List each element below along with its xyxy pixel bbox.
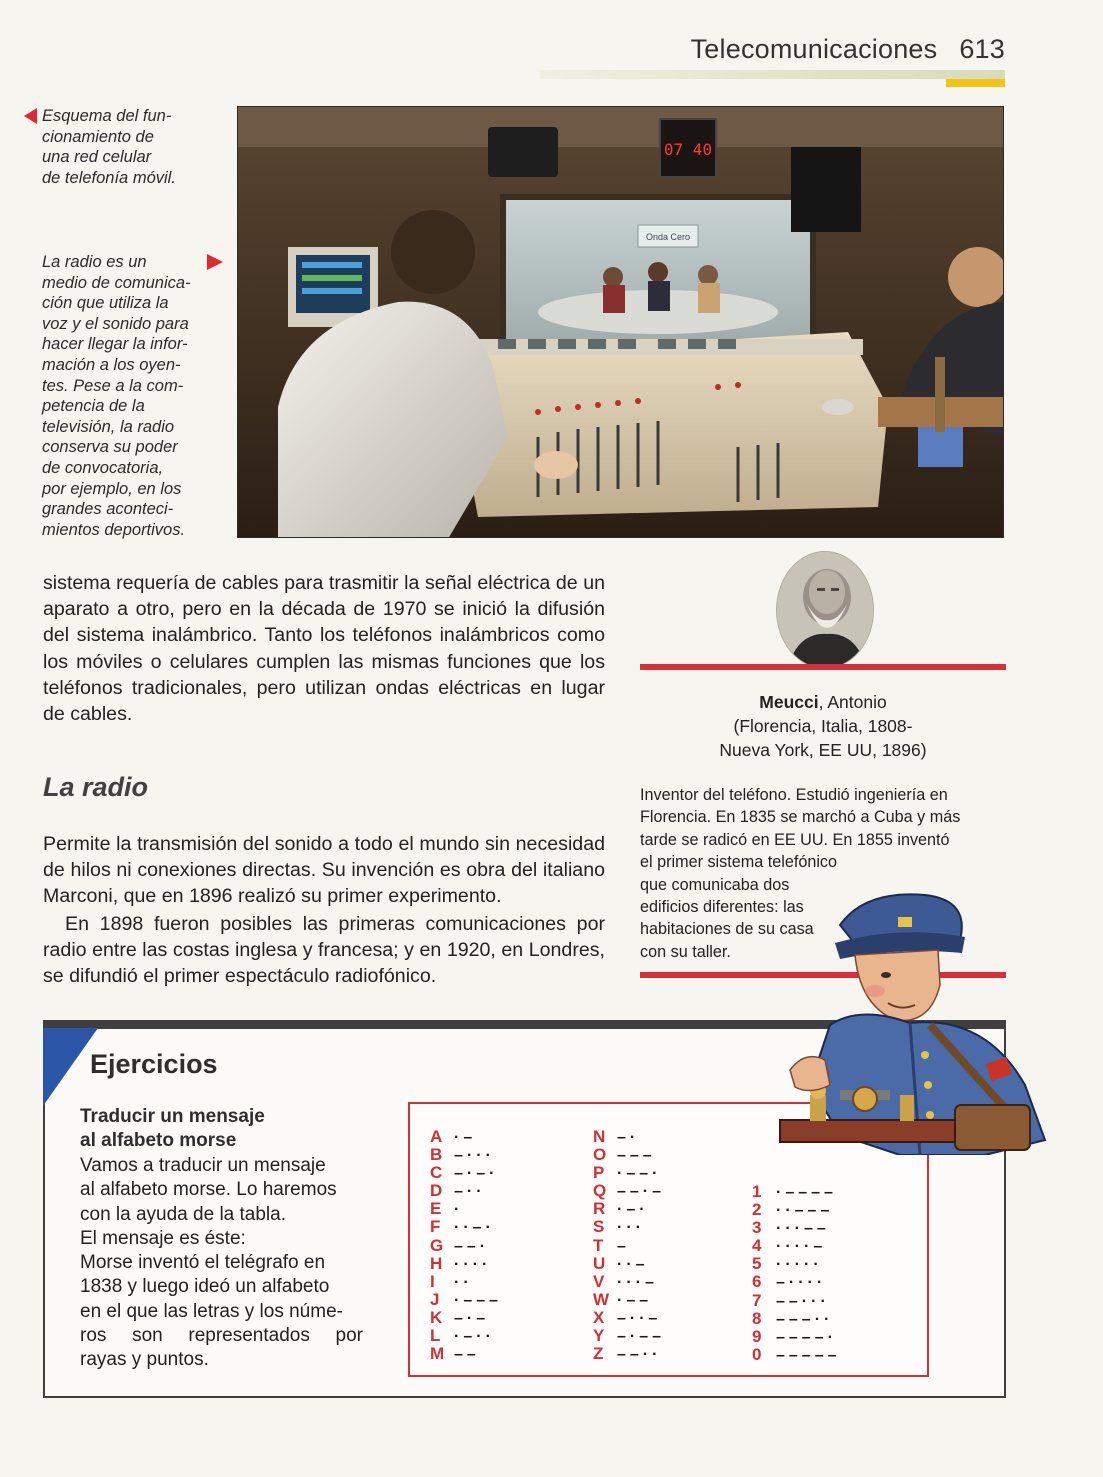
bio-line: edificios diferentes: las: [640, 898, 804, 917]
caption-pointer-right-icon: [207, 254, 223, 270]
morse-row: [752, 1273, 841, 1291]
morse-char: T: [593, 1235, 604, 1255]
morse-code: ·––·: [617, 1165, 662, 1183]
meucci-portrait: [776, 551, 874, 669]
morse-row: [593, 1128, 665, 1146]
morse-char: K: [430, 1307, 443, 1327]
morse-code: –····: [776, 1274, 827, 1292]
morse-char: 9: [752, 1326, 762, 1346]
morse-code: ···: [617, 1219, 645, 1237]
morse-char: Z: [593, 1344, 604, 1364]
morse-row: [752, 1255, 841, 1273]
bio-heading: [640, 690, 1006, 762]
morse-code: ···––: [776, 1220, 830, 1238]
caption-line: ción que utiliza la: [42, 294, 169, 313]
caption-line: conserva su poder: [42, 438, 178, 457]
morse-char: W: [593, 1289, 610, 1309]
morse-char: O: [593, 1145, 607, 1165]
morse-char: R: [593, 1199, 606, 1219]
morse-code: ·––––: [776, 1184, 837, 1201]
body-paragraph: sistema requería de cables para trasmitir la señal eléctrica de un aparato a otro, pero en la década de 1970 se inició la difusión del sistema inalámbrico. Tanto los teléfonos inalámbricos como los móviles o celulares cumplen las mismas funciones que los teléfonos tradicionales, pero utilizan ondas eléctricas en lugar de cables.: [43, 572, 605, 726]
caption-line: cionamiento de: [42, 127, 154, 146]
telegrapher-illustration: [770, 855, 1060, 1155]
morse-column-a-m: [430, 1128, 502, 1363]
morse-char: Q: [593, 1181, 607, 1201]
bio-line: que comunicaba dos: [640, 875, 790, 894]
morse-code: ––: [454, 1346, 480, 1364]
exercise-line: al alfabeto morse. Lo haremos: [80, 1179, 337, 1201]
morse-row: [752, 1292, 841, 1310]
caption-line: de convocatoria,: [42, 458, 164, 477]
morse-char: L: [430, 1326, 441, 1346]
caption-line: mientos deportivos.: [42, 520, 186, 539]
morse-char: 5: [752, 1254, 762, 1274]
morse-char: 1: [752, 1182, 762, 1201]
header-rule: [540, 70, 1005, 79]
bio-dates-line: (Florencia, Italia, 1808-: [733, 716, 913, 736]
morse-char: D: [430, 1181, 443, 1201]
morse-row: [593, 1146, 665, 1164]
morse-row: [752, 1310, 841, 1328]
morse-char: H: [430, 1253, 443, 1273]
exercise-text: [80, 1154, 363, 1373]
caption-line: Esquema del fun-: [42, 107, 172, 125]
morse-row: [430, 1309, 502, 1327]
morse-code: –···: [454, 1147, 495, 1165]
morse-column-digits: [752, 1183, 841, 1364]
bio-given-name: , Antonio: [818, 692, 887, 712]
morse-code: ––·–: [617, 1183, 666, 1201]
morse-code: –: [617, 1237, 630, 1255]
morse-row: [593, 1273, 665, 1291]
morse-char: 8: [752, 1308, 762, 1328]
morse-row: [430, 1128, 502, 1146]
morse-char: I: [430, 1271, 435, 1291]
bio-line: tarde se radicó en EE UU. En 1855 inventó: [640, 830, 950, 849]
exercise-line: 1838 y luego ideó un alfabeto: [80, 1276, 330, 1298]
running-head: [640, 34, 1005, 65]
morse-code: ·–·: [617, 1201, 649, 1219]
caption-network: [42, 106, 202, 188]
exercise-subtitle: [80, 1105, 370, 1153]
body-paragraph: En 1898 fueron posibles las primeras comunicaciones por radio entre las costas inglesa y francesa; y en 1920, en Londres, se difundió el primer espectáculo radiofónico.: [43, 913, 605, 988]
section-title: La radio: [43, 772, 149, 802]
caption-line: una red celular: [42, 148, 152, 167]
caption-line: de telefonía móvil.: [42, 168, 176, 187]
morse-char: C: [430, 1163, 443, 1183]
morse-row: [593, 1327, 665, 1345]
morse-char: 7: [752, 1290, 762, 1310]
morse-row: [430, 1164, 502, 1182]
bio-line: el primer sistema telefónico: [640, 853, 838, 872]
morse-row: [593, 1164, 665, 1182]
morse-row: [752, 1183, 841, 1201]
exercises-title: Ejercicios: [90, 1049, 218, 1079]
caption-line: por ejemplo, en los: [42, 479, 182, 498]
bio-line: con su taller.: [640, 942, 731, 961]
morse-row: [752, 1201, 841, 1219]
morse-row: [593, 1200, 665, 1218]
morse-row: [752, 1346, 841, 1364]
bio-line: Inventor del teléfono. Estudió ingeniería en: [640, 786, 948, 804]
morse-code: –·––: [617, 1328, 666, 1346]
morse-row: [430, 1218, 502, 1236]
morse-row: [593, 1345, 665, 1363]
morse-code: ·––: [617, 1291, 653, 1309]
morse-code: ··: [454, 1273, 473, 1291]
caption-line: hacer llegar la infor-: [42, 335, 188, 354]
morse-char: F: [430, 1217, 441, 1237]
morse-row: [430, 1255, 502, 1273]
subtitle-line: al alfabeto morse: [80, 1130, 237, 1151]
morse-code: –––: [617, 1147, 656, 1165]
morse-char: V: [593, 1271, 605, 1291]
morse-char: P: [593, 1163, 605, 1183]
exercise-line: ros son representados por: [80, 1325, 363, 1347]
exercise-line: en el que las letras y los núme-: [80, 1300, 343, 1322]
morse-char: J: [430, 1289, 440, 1309]
exercise-line: rayas y puntos.: [80, 1349, 209, 1371]
caption-line: mación a los oyen-: [42, 355, 181, 374]
morse-code: ·: [454, 1201, 464, 1219]
morse-row: [593, 1255, 665, 1273]
morse-code: –·: [617, 1129, 640, 1146]
morse-code: –·–·: [454, 1165, 499, 1183]
morse-code: ––·: [454, 1237, 490, 1255]
caption-line: tes. Pese a la com-: [42, 376, 184, 395]
morse-char: A: [430, 1127, 443, 1146]
morse-char: N: [593, 1127, 606, 1146]
studio-clock-display: 07 40: [663, 140, 713, 159]
section-name: Telecomunicaciones: [690, 34, 938, 64]
morse-row: [430, 1200, 502, 1218]
caption-line: petencia de la: [42, 397, 145, 416]
subtitle-line: Traducir un mensaje: [80, 1106, 265, 1127]
bio-line: Florencia. En 1835 se marchó a Cuba y más: [640, 808, 961, 827]
bio-line: habitaciones de su casa: [640, 920, 814, 939]
bio-surname: Meucci: [759, 692, 819, 712]
morse-char: B: [430, 1145, 443, 1165]
morse-row: [752, 1237, 841, 1255]
morse-char: E: [430, 1199, 442, 1219]
morse-row: [430, 1291, 502, 1309]
morse-code: ––···: [776, 1292, 830, 1310]
morse-code: ––··: [617, 1346, 662, 1364]
caption-line: televisión, la radio: [42, 417, 175, 436]
exercise-line: con la ayuda de la tabla.: [80, 1203, 286, 1225]
morse-row: [752, 1328, 841, 1346]
morse-char: Y: [593, 1326, 605, 1346]
caption-line: La radio es un: [42, 253, 147, 271]
morse-code: ····: [454, 1255, 492, 1273]
morse-char: 2: [752, 1200, 762, 1220]
morse-row: [430, 1273, 502, 1291]
morse-code: –··: [454, 1183, 486, 1201]
header-color-tab: [946, 79, 1005, 87]
morse-code: –·–: [454, 1309, 490, 1327]
morse-code: ––––·: [776, 1328, 837, 1346]
morse-char: U: [593, 1253, 606, 1273]
caption-line: grandes aconteci-: [42, 500, 174, 519]
exercise-line: Morse inventó el telégrafo en: [80, 1252, 326, 1274]
morse-row: [593, 1237, 665, 1255]
morse-code: ···–: [617, 1273, 658, 1291]
morse-row: [752, 1219, 841, 1237]
exercise-line: Vamos a traducir un mensaje: [80, 1155, 326, 1176]
morse-char: X: [593, 1307, 605, 1327]
window-sign: Onda Cero: [645, 232, 691, 242]
morse-char: 0: [752, 1344, 762, 1364]
caption-line: voz y el sonido para: [42, 314, 189, 333]
morse-row: [430, 1345, 502, 1363]
caption-pointer-left-icon: [24, 108, 37, 124]
sidebar-divider: [640, 664, 1006, 670]
body-paragraph: Permite la transmisión del sonido a todo el mundo sin necesidad de hilos ni conexiones directas. Su invención es obra del italiano Marconi, que en 1896 realizó su primer experimento.: [43, 833, 605, 908]
page-number: 613: [959, 34, 1005, 64]
morse-char: S: [593, 1217, 605, 1237]
morse-code: ·–––: [454, 1291, 503, 1309]
morse-row: [593, 1291, 665, 1309]
morse-row: [430, 1182, 502, 1200]
morse-row: [593, 1309, 665, 1327]
morse-code: –––··: [776, 1310, 834, 1328]
morse-code: ·–··: [454, 1328, 495, 1346]
bio-dates-line: Nueva York, EE UU, 1896): [719, 740, 927, 760]
radio-studio-photo: [237, 106, 1004, 538]
morse-column-n-z: [593, 1128, 665, 1363]
caption-radio: [42, 252, 207, 540]
morse-row: [430, 1327, 502, 1345]
morse-row: [593, 1218, 665, 1236]
morse-code: ····–: [776, 1238, 827, 1256]
exercise-line: El mensaje es éste:: [80, 1227, 246, 1249]
morse-row: [593, 1182, 665, 1200]
morse-code: ··–: [617, 1255, 649, 1273]
morse-char: M: [430, 1344, 445, 1364]
morse-code: –··–: [617, 1309, 662, 1327]
caption-line: medio de comunica-: [42, 273, 191, 292]
morse-code: –––––: [776, 1346, 841, 1364]
morse-code: ·····: [776, 1256, 823, 1274]
morse-char: 4: [752, 1236, 762, 1256]
morse-code: ·–: [454, 1129, 477, 1146]
morse-char: 6: [752, 1272, 762, 1292]
morse-row: [430, 1237, 502, 1255]
morse-char: 3: [752, 1218, 762, 1238]
morse-code: ··–––: [776, 1202, 834, 1220]
bio-name-line: [640, 690, 1006, 714]
morse-char: G: [430, 1235, 444, 1255]
morse-code: ··–·: [454, 1219, 495, 1237]
morse-row: [430, 1146, 502, 1164]
